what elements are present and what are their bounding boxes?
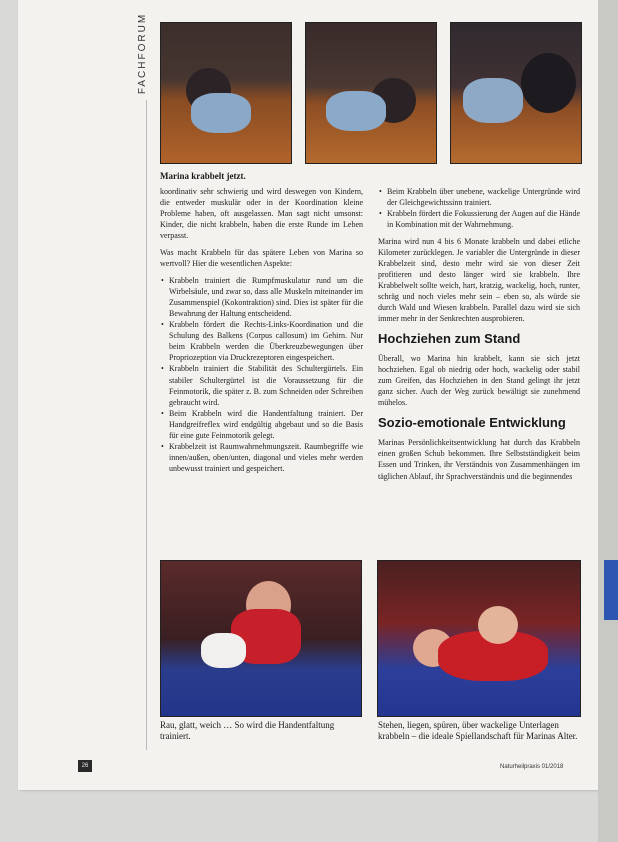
right-bullet: • Krabbeln fördert die Fokussierung der Augen auf die Hände in Kombination mit der Wahrnehmung. xyxy=(387,208,580,230)
top-caption: Marina krabbelt jetzt. xyxy=(160,171,246,181)
right-paragraph-3: Marinas Persönlichkeitsentwicklung hat durch das Krabbeln einen großen Schub bekommen. Ihre Selbstständigkeit beim Essen und Trinken, ihr Verständnis von Zusammenhängen im täglichen Ablauf, ihr Sprachverständnis und die beginnendes xyxy=(378,438,580,481)
left-paragraph-1: koordinativ sehr schwierig und wird deswegen von Kindern, die entweder muskulär oder in der Koordination kleine Probleme haben, oft ausgelassen. Man sagt nicht umsonst: Kinder, die nicht krabbeln, haben die erste Runde im Leben verpasst. xyxy=(160,187,363,241)
photo-crawling-3 xyxy=(450,22,582,164)
heading-sozio-emotional: Sozio-emotionale Entwicklung xyxy=(378,415,566,431)
section-tab: FACHFORUM xyxy=(137,12,149,95)
right-column xyxy=(378,186,580,488)
right-bullet-list xyxy=(378,186,580,230)
right-paragraph-1: Marina wird nun 4 bis 6 Monate krabbeln und dabei etliche Kilometer zurücklegen. Je variabler die Untergründe in dieser Krabbelzeit sind, desto mehr wird sie von dieser Zeit profitieren und desto länger wird sie krabbeln. Ihre Krabbelwelt sollte weich, hart, kratzig, wackelig, hoch, runter, schräg und noch vieles mehr sein – eben so, als würde sie durch Wald und Wiesen krabbeln. Parallel dazu wird sie sich immer mehr in der Senkrechten ausprobieren. xyxy=(378,237,580,324)
blue-page-marker xyxy=(604,560,618,620)
left-bullet: • Krabbeln trainiert die Stabilität des Schultergürtels. Ein stabiler Schultergürtel ist die Voraussetzung für die Feinmotorik, die später z. B. zum Schneiden oder Schreiben gebraucht wird. xyxy=(169,363,363,407)
photo-crawling-1 xyxy=(160,22,292,164)
photo-play-landscape xyxy=(377,560,581,717)
caption-left: Rau, glatt, weich … So wird die Handentfaltung trainiert. xyxy=(160,720,335,742)
left-bullet: • Krabbeln trainiert die Rumpfmuskulatur rund um die Wirbelsäule, und zwar so, dass alle Muskeln miteinander im Zusammenspiel (Kokontraktion) sind. Dies ist später für die Bewahrung der Haltung entscheidend. xyxy=(169,275,363,319)
heading-hochziehen: Hochziehen zum Stand xyxy=(378,331,521,347)
right-paragraph-2: Überall, wo Marina hin krabbelt, kann sie sich jetzt hochziehen. Egal ob niedrig oder hoch, wackelig oder stabil zum Greifen, das Hochziehen in den Stand gelingt ihr jetzt ganz sicher. Auch der Weg zurück bewältigt sie zunehmend mühelos. xyxy=(378,354,580,408)
caption-right: Stehen, liegen, spüren, über wackelige Unterlagen krabbeln – die ideale Spiellandschaft für Marinas Alter. xyxy=(378,720,578,742)
photo-crawling-2 xyxy=(305,22,437,164)
photo-crawling-mat xyxy=(160,560,362,717)
next-page-edge xyxy=(598,0,618,842)
left-bullet: • Krabbeln fördert die Rechts-Links-Koordination und die Schulung des Balkens (Corpus callosum) im Gehirn. Nur beim Krabbeln werden die Überkreuzbewegungen über Propriozeption via Druckrezeptoren eingespeichert. xyxy=(169,319,363,363)
left-bullet-list xyxy=(160,275,363,474)
margin-rule xyxy=(146,100,147,750)
right-bullet: • Beim Krabbeln über unebene, wackelige Untergründe wird der Gleichgewichtssinn trainiert. xyxy=(387,186,580,208)
left-bullet: • Krabbelzeit ist Raumwahrnehmungszeit. Raumbegriffe wie innen/außen, oben/unten, diagonal und vieles mehr werden unbewusst trainiert und gespeichert. xyxy=(169,441,363,474)
page-number: 26 xyxy=(78,760,92,772)
footer-publication: Naturheilpraxis 01/2018 xyxy=(500,764,564,770)
left-bullet: • Beim Krabbeln wird die Handentfaltung trainiert. Der Handgreifreflex wird endgültig abgebaut und so die Basis für eine gute Feinmotorik gelegt. xyxy=(169,408,363,441)
left-column xyxy=(160,186,363,480)
left-paragraph-2: Was macht Krabbeln für das spätere Leben von Marina so wertvoll? Hier die wesentlichen Aspekte: xyxy=(160,248,363,269)
